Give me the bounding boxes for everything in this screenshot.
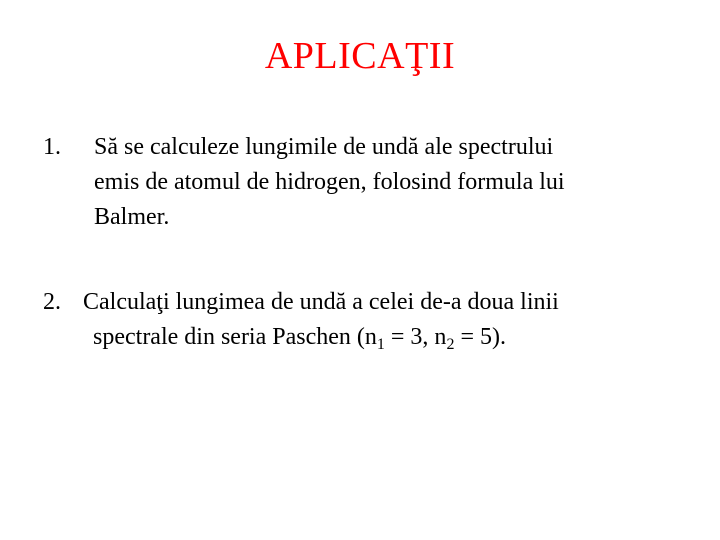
item-text	[83, 285, 703, 355]
item-line: emis de atomul de hidrogen, folosind formula lui	[94, 169, 565, 196]
item-line: Balmer.	[94, 204, 170, 231]
text-segment: = 5).	[454, 324, 506, 351]
text-segment: spectrale din seria Paschen (n	[93, 324, 377, 351]
item-text	[94, 130, 703, 235]
text-segment: = 3, n	[384, 324, 447, 351]
subscript: 1	[376, 336, 385, 354]
slide-title: APLICAŢII	[264, 35, 456, 77]
item-number: 1.	[43, 134, 61, 160]
subscript: 2	[446, 336, 455, 354]
item-number: 2.	[43, 289, 61, 315]
item-line-with-subscripts	[93, 320, 703, 355]
list-item-1	[43, 130, 703, 235]
item-line: Să se calculeze lungimile de undă ale spectrului	[94, 134, 554, 160]
list-item-2	[43, 285, 703, 355]
item-line: Calculaţi lungimea de undă a celei de-a doua linii	[83, 289, 559, 315]
